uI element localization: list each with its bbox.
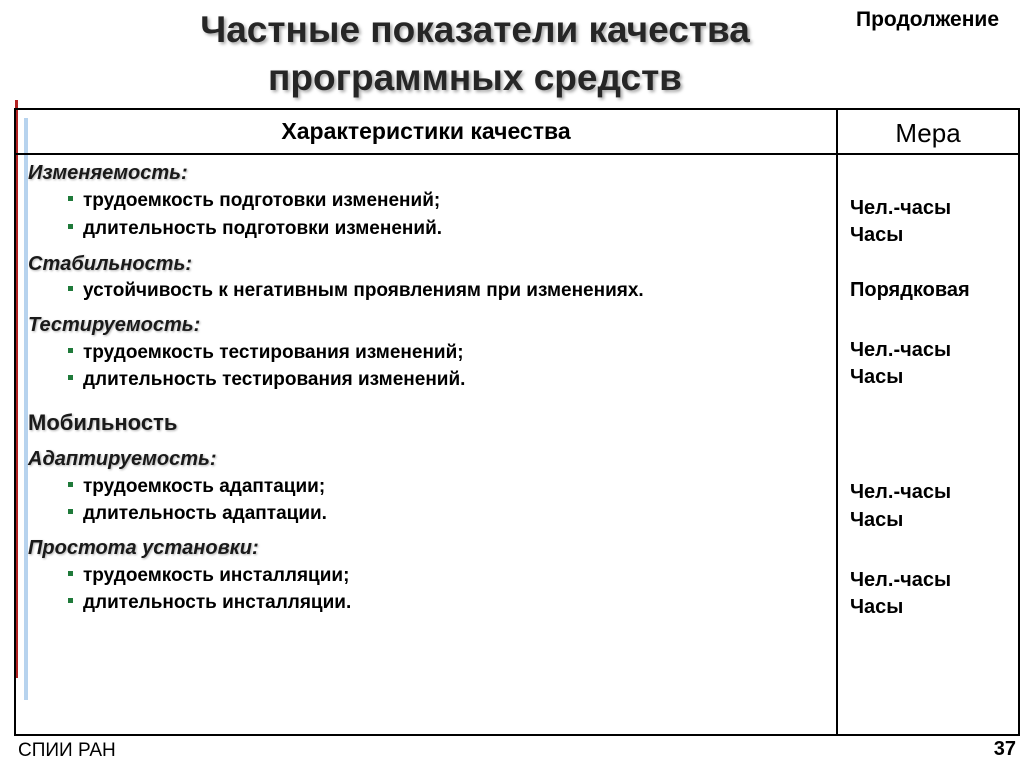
category-changeability: Изменяемость:: [28, 162, 188, 184]
measure-value: Часы: [850, 596, 904, 618]
bullet-icon: [68, 224, 73, 229]
bullet-icon: [68, 286, 73, 291]
page-number: 37: [993, 738, 1016, 760]
measure-value: Порядковая: [850, 279, 970, 301]
measure-value: Чел.-часы: [850, 569, 952, 591]
bullet-icon: [68, 482, 73, 487]
blue-accent-bar: [24, 118, 28, 700]
footer-org: СПИИ РАН: [18, 740, 116, 761]
slide-title: [0, 6, 950, 102]
column-header-characteristics: Характеристики качества: [281, 118, 571, 144]
header-divider: [14, 153, 1020, 155]
measure-value: Чел.-часы: [850, 481, 952, 503]
title-line-1: Частные показатели качества: [200, 9, 750, 50]
bullet-icon: [68, 509, 73, 514]
list-item: длительность инсталляции.: [68, 592, 351, 614]
list-item: трудоемкость инсталляции;: [68, 565, 349, 587]
list-item: длительность тестирования изменений.: [68, 369, 465, 391]
continuation-label: Продолжение: [856, 8, 1000, 31]
list-item: длительность подготовки изменений.: [68, 218, 442, 240]
column-divider: [836, 108, 838, 736]
section-mobility: Мобильность: [28, 410, 178, 435]
measure-value: Часы: [850, 509, 904, 531]
list-item: трудоемкость тестирования изменений;: [68, 342, 464, 364]
list-item: трудоемкость адаптации;: [68, 476, 325, 498]
measure-value: Часы: [850, 224, 904, 246]
category-stability: Стабильность:: [28, 253, 193, 275]
category-adaptability: Адаптируемость:: [28, 448, 217, 470]
title-line-2: программных средств: [268, 57, 682, 98]
bullet-icon: [68, 571, 73, 576]
list-item: трудоемкость подготовки изменений;: [68, 190, 440, 212]
measure-value: Чел.-часы: [850, 197, 952, 219]
bullet-icon: [68, 375, 73, 380]
measure-value: Часы: [850, 366, 904, 388]
category-testability: Тестируемость:: [28, 314, 201, 336]
bullet-icon: [68, 598, 73, 603]
list-item: устойчивость к негативным проявлениям при изменениях.: [68, 280, 644, 302]
category-installability: Простота установки:: [28, 537, 259, 559]
column-header-measure: Мера: [895, 118, 961, 148]
measure-value: Чел.-часы: [850, 339, 952, 361]
bullet-icon: [68, 196, 73, 201]
bullet-icon: [68, 348, 73, 353]
list-item: длительность адаптации.: [68, 503, 327, 525]
